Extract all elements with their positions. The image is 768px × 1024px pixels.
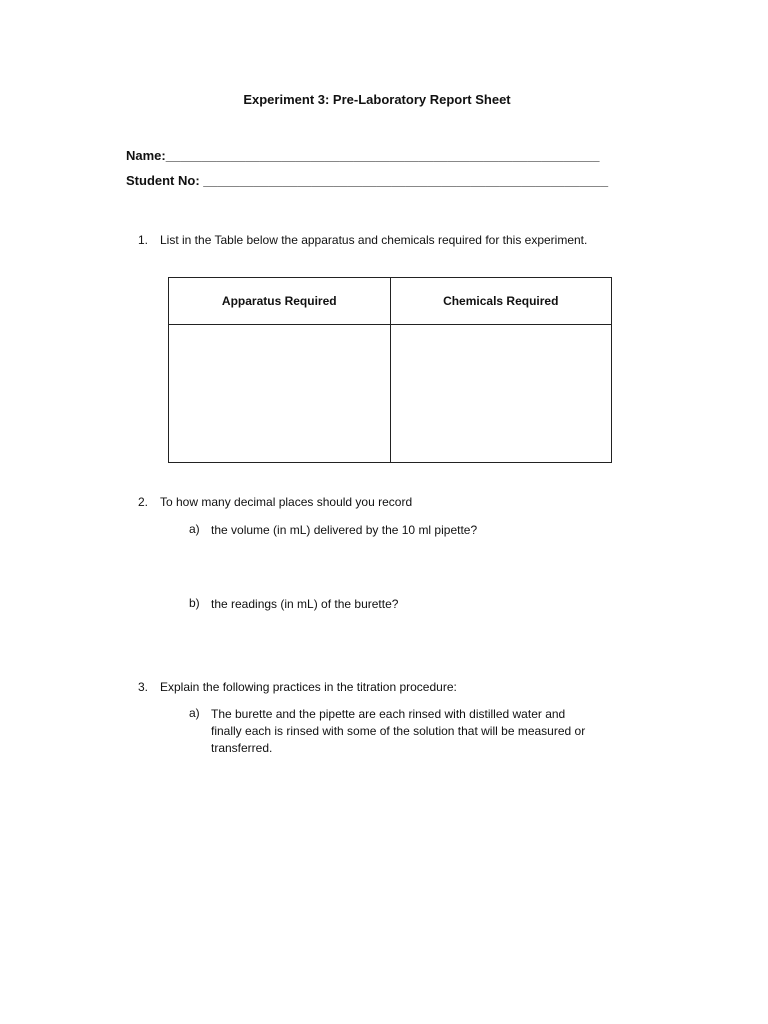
part-text: The burette and the pipette are each rinsed with distilled water and finally each is rinsed with some of the solution that will be measured or transferred.	[211, 707, 586, 755]
question-number: 2.	[138, 495, 149, 509]
question-number: 1.	[138, 233, 149, 247]
part-text: the volume (in mL) delivered by the 10 ml pipette?	[211, 523, 478, 537]
requirements-table	[168, 277, 612, 463]
part-letter: b)	[189, 596, 200, 610]
part-letter: a)	[189, 706, 200, 720]
question-text: To how many decimal places should you record	[160, 495, 413, 509]
question-text: Explain the following practices in the titration procedure:	[160, 680, 457, 694]
part-text: the readings (in mL) of the burette?	[211, 597, 399, 611]
chemicals-answer-cell[interactable]	[390, 325, 612, 463]
table-row	[169, 325, 612, 463]
page-title: Experiment 3: Pre-Laboratory Report Sheet	[243, 92, 511, 107]
apparatus-header: Apparatus Required	[169, 278, 391, 325]
table-header-row	[169, 278, 612, 325]
apparatus-answer-cell[interactable]	[169, 325, 391, 463]
part-letter: a)	[189, 522, 200, 536]
name-field[interactable]: Name:____________________________________________________________	[126, 148, 600, 163]
student-number-field[interactable]: Student No: ________________________________________________________	[126, 173, 609, 188]
question-text: List in the Table below the apparatus and chemicals required for this experiment.	[160, 233, 588, 247]
chemicals-header: Chemicals Required	[390, 278, 612, 325]
question-number: 3.	[138, 680, 149, 694]
